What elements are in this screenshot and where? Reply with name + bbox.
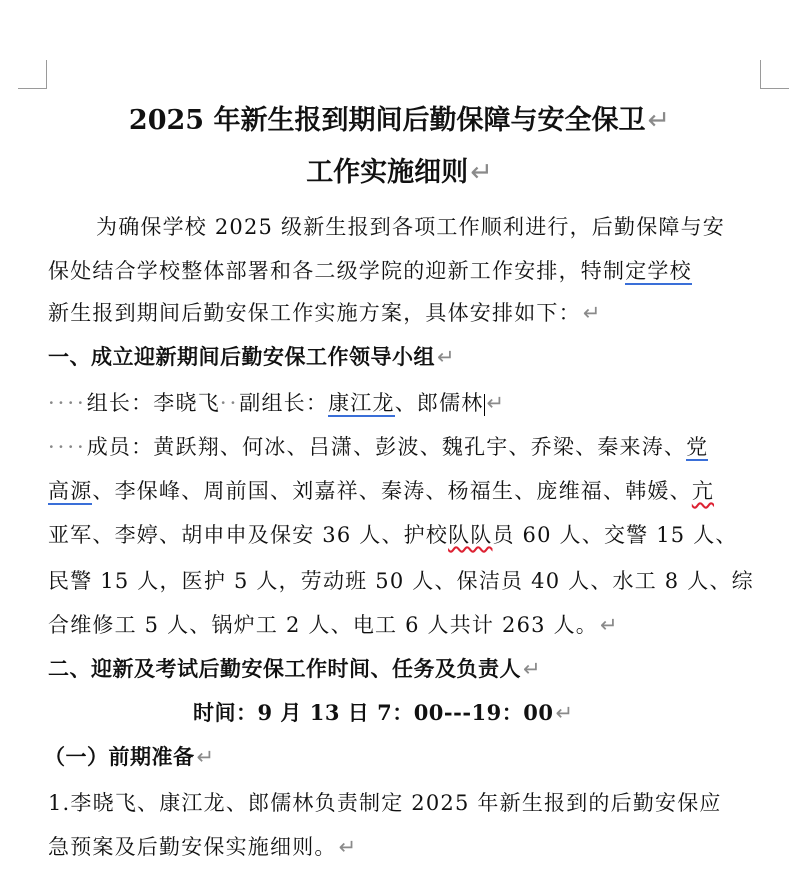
members-line-3: 亚军、李婷、胡申申及保安 36 人、护校队队员 60 人、交警 15 人、 — [48, 523, 738, 547]
section-1-heading: 一、成立迎新期间后勤安保工作领导小组↵ — [48, 344, 456, 369]
text-cursor — [484, 394, 485, 416]
members-line-2: 高源、李保峰、周前国、刘嘉祥、秦涛、杨福生、庞维福、韩媛、亢 — [48, 479, 715, 503]
leaders-line: ····组长：李晓飞··副组长：康江龙、郎儒林 ↵ — [48, 391, 506, 415]
members-line-5: 合维修工 5 人、锅炉工 2 人、电工 6 人共计 263 人。↵ — [48, 613, 619, 637]
paragraph-mark-icon: ↵ — [582, 301, 602, 325]
page-corner-mark-top-left — [18, 60, 47, 89]
paragraph-mark-icon: ↵ — [599, 613, 619, 637]
paragraph-mark-icon: ↵ — [437, 345, 456, 369]
grammar-flag[interactable]: 高源 — [48, 479, 93, 503]
document-title-line-1: 2025 年新生报到期间后勤保障与安全保卫↵ — [128, 105, 671, 136]
spelling-flag[interactable]: 队队 — [448, 523, 493, 547]
paragraph-mark-icon: ↵ — [555, 701, 574, 725]
task-1-line-1: 1.李晓飞、康江龙、郎儒林负责制定 2025 年新生报到的后勤安保应 — [48, 791, 722, 815]
paragraph-mark-icon: ↵ — [338, 835, 358, 859]
document-title-line-2: 工作实施细则↵ — [306, 157, 493, 188]
paragraph-mark-icon: ↵ — [647, 105, 671, 136]
intro-line-1: 为确保学校 2025 级新生报到各项工作顺利进行，后勤保障与安 — [96, 215, 725, 239]
intro-line-2: 保处结合学校整体部署和各二级学院的迎新工作安排，特制定学校 — [48, 259, 692, 283]
grammar-flag[interactable]: 定学校 — [625, 259, 692, 283]
section-2-heading: 二、迎新及考试后勤安保工作时间、任务及负责人↵ — [48, 656, 542, 681]
page-corner-mark-top-right — [760, 60, 789, 89]
subsection-1-heading: （一）前期准备↵ — [44, 744, 215, 769]
members-line-4: 民警 15 人，医护 5 人，劳动班 50 人、保洁员 40 人、水工 8 人、综 — [48, 569, 754, 593]
grammar-flag[interactable]: 康江龙 — [328, 391, 395, 415]
paragraph-mark-icon: ↵ — [486, 391, 506, 415]
paragraph-mark-icon: ↵ — [470, 157, 493, 188]
intro-line-3: 新生报到期间后勤安保工作实施方案，具体安排如下：↵ — [48, 301, 602, 325]
task-1-line-2: 急预案及后勤安保实施细则。↵ — [48, 835, 358, 859]
paragraph-mark-icon: ↵ — [523, 657, 542, 681]
time-line: 时间：9 月 13 日 7：00---19：00↵ — [193, 700, 574, 725]
grammar-flag[interactable]: 党 — [686, 435, 709, 459]
members-line-1: ····成员：黄跃翔、何冰、吕潇、彭波、魏孔宇、乔梁、秦来涛、党 — [48, 435, 709, 459]
paragraph-mark-icon: ↵ — [196, 745, 215, 769]
spelling-flag[interactable]: 亢 — [691, 479, 715, 503]
